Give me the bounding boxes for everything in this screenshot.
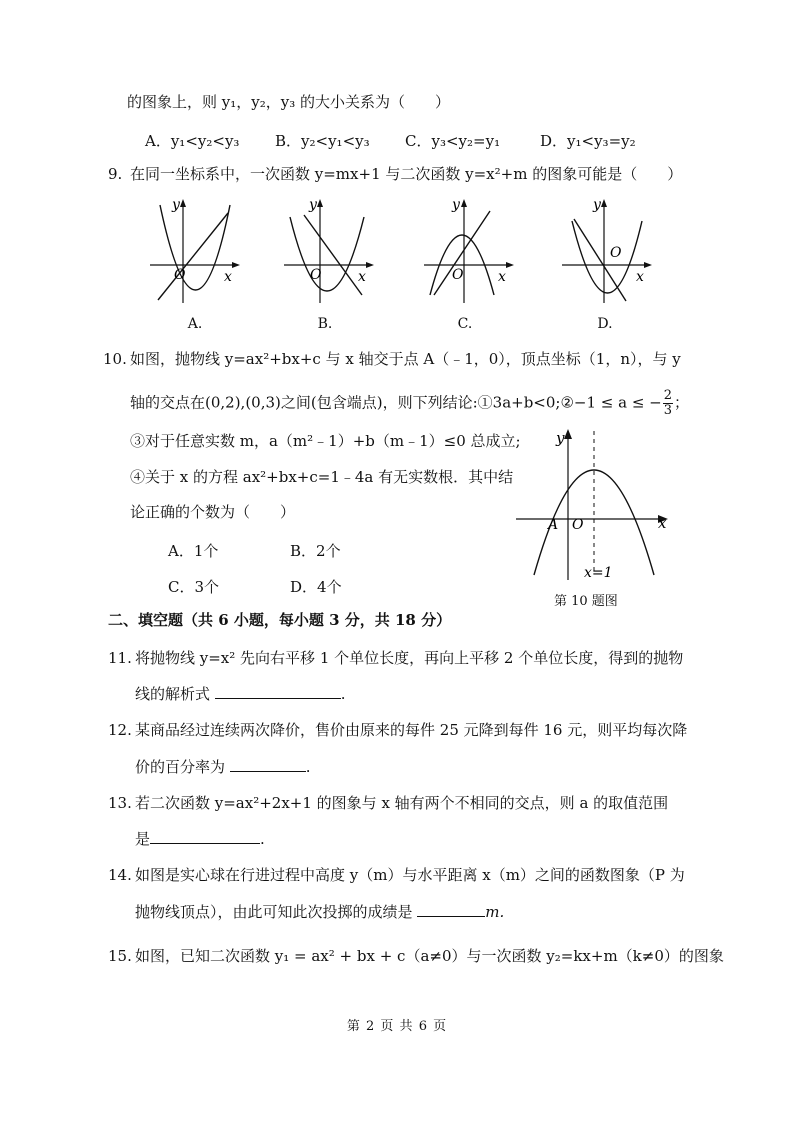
q8-option-b: B．y₂<y₁<y₃ bbox=[275, 132, 370, 150]
q10-frac-num: 2 bbox=[663, 388, 673, 403]
q9-graph-a bbox=[148, 195, 248, 305]
q9-c-origin: O bbox=[452, 267, 464, 283]
q10-option-d: D．4个 bbox=[290, 578, 342, 596]
q10-option-a: A．1个 bbox=[168, 542, 219, 560]
q9-b-origin: O bbox=[310, 267, 322, 283]
q8-option-c: C．y₃<y₂=y₁ bbox=[405, 132, 501, 150]
q9-label-d: D. bbox=[597, 316, 613, 332]
q9-graph-d bbox=[560, 195, 660, 305]
q12-number: 12. bbox=[108, 721, 132, 739]
q10-fig-axis: x=1 bbox=[584, 565, 613, 581]
q10-line4: ④关于 x 的方程 ax²+bx+c=1﹣4a 有无实数根．其中结 bbox=[130, 468, 514, 486]
q9-graph-c bbox=[422, 195, 522, 305]
q9-b-y: y bbox=[309, 197, 317, 213]
q15-line1: 如图，已知二次函数 y₁ = ax² + bx + c（a≠0）与一次函数 y₂=kx+m（k≠0）的图象 bbox=[135, 947, 724, 965]
q10-option-c: C．3个 bbox=[168, 578, 220, 596]
q10-line5: 论正确的个数为（ ） bbox=[130, 503, 296, 521]
q13-line2: 是 . bbox=[135, 830, 265, 848]
q9-label-b: B. bbox=[317, 316, 333, 332]
q9-stem: 在同一坐标系中，一次函数 y=mx+1 与二次函数 y=x²+m 的图象可能是（ ） bbox=[130, 165, 683, 183]
q10-fig-y: y bbox=[556, 429, 565, 447]
q10-frac-den: 3 bbox=[663, 403, 673, 418]
q9-number: 9. bbox=[108, 165, 123, 183]
q14-number: 14. bbox=[108, 866, 132, 884]
q9-d-x: x bbox=[636, 269, 644, 285]
q10-line2: 轴的交点在(0,2),(0,3)之间(包含端点)，则下列结论:①3a+b<0;②−1 ≤ a ≤ − $\frac{2}{3}$ ； bbox=[130, 388, 690, 418]
q14-line1: 如图是实心球在行进过程中高度 y（m）与水平距离 x（m）之间的函数图象（P 为 bbox=[135, 866, 685, 884]
q10-line1: 如图，抛物线 y=ax²+bx+c 与 x 轴交于点 A（﹣1，0），顶点坐标（1，n），与 y bbox=[130, 350, 681, 368]
q9-label-c: C. bbox=[457, 316, 473, 332]
q9-a-origin: O bbox=[174, 267, 186, 283]
q9-d-y: y bbox=[593, 197, 601, 213]
q10-fig-caption: 第 10 题图 bbox=[554, 594, 618, 609]
q8-option-d: D．y₁<y₃=y₂ bbox=[540, 132, 636, 150]
q9-c-x: x bbox=[498, 269, 506, 285]
page-footer: 第 2 页 共 6 页 bbox=[346, 1019, 448, 1034]
q10-figure bbox=[512, 425, 672, 590]
q10-fig-o: O bbox=[572, 517, 584, 533]
q9-label-a: A. bbox=[187, 316, 203, 332]
q11-answer-blank[interactable] bbox=[215, 684, 341, 699]
q15-number: 15. bbox=[108, 947, 132, 965]
q9-a-x: x bbox=[224, 269, 232, 285]
q10-fig-a: A bbox=[548, 517, 559, 533]
q9-c-y: y bbox=[452, 197, 460, 213]
q10-line3: ③对于任意实数 m，a（m²﹣1）+b（m﹣1）≤0 总成立; bbox=[130, 432, 521, 450]
q10-option-b: B．2个 bbox=[290, 542, 341, 560]
section2-title: 二、填空题（共 6 小题，每小题 3 分，共 18 分） bbox=[108, 611, 452, 629]
q9-b-x: x bbox=[358, 269, 366, 285]
q8-line: 的图象上，则 y₁，y₂，y₃ 的大小关系为（ ） bbox=[127, 93, 450, 111]
q12-line2: 价的百分率为 . bbox=[135, 758, 311, 776]
q10-fig-x: x bbox=[658, 514, 667, 532]
q8-option-a: A．y₁<y₂<y₃ bbox=[145, 132, 240, 150]
q9-graph-b bbox=[282, 195, 382, 305]
q11-line2: 线的解析式 . bbox=[135, 685, 346, 703]
q11-line1: 将抛物线 y=x² 先向右平移 1 个单位长度，再向上平移 2 个单位长度，得到的抛物 bbox=[135, 649, 684, 667]
q9-d-origin: O bbox=[610, 245, 622, 261]
q12-answer-blank[interactable] bbox=[230, 757, 306, 772]
q10-number: 10. bbox=[103, 350, 127, 368]
q11-number: 11. bbox=[108, 649, 132, 667]
q9-a-y: y bbox=[172, 197, 180, 213]
q13-number: 13. bbox=[108, 794, 132, 812]
q14-answer-blank[interactable] bbox=[417, 902, 485, 917]
q14-line2: 抛物线顶点），由此可知此次投掷的成绩是 m. bbox=[135, 903, 505, 921]
q13-answer-blank[interactable] bbox=[150, 829, 260, 844]
q13-line1: 若二次函数 y=ax²+2x+1 的图象与 x 轴有两个不相同的交点，则 a 的取值范围 bbox=[135, 794, 669, 812]
q12-line1: 某商品经过连续两次降价，售价由原来的每件 25 元降到每件 16 元，则平均每次降 bbox=[135, 721, 688, 739]
